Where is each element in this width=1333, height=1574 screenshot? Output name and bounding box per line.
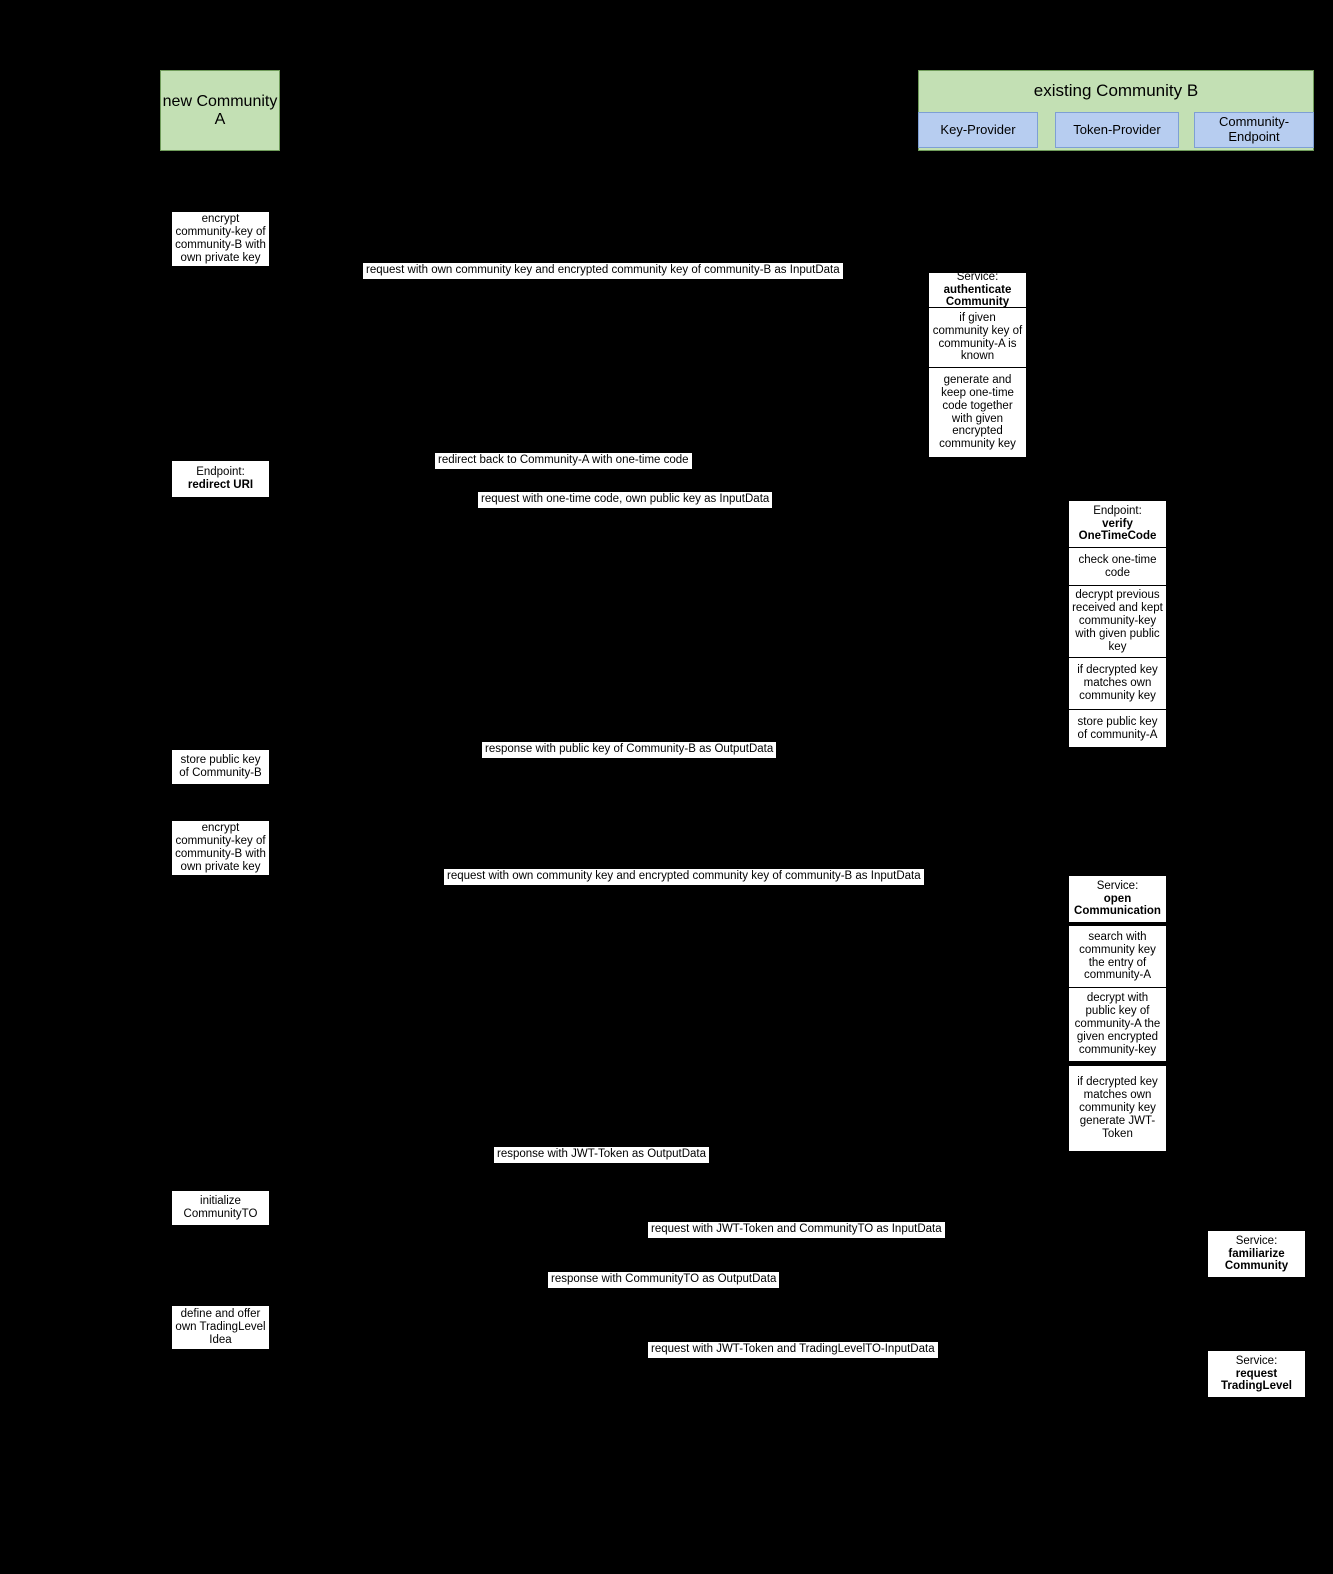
- stack-open-communication-header-line3: Communication: [1074, 905, 1161, 918]
- stack-verify-onetimecode-step-1: [1068, 548, 1167, 586]
- stack-familiarize-community-header-line2: familiarize: [1228, 1247, 1285, 1260]
- stack-open-communication-header: [1068, 875, 1167, 923]
- lane-sub-community-endpoint: [1194, 112, 1314, 148]
- box-store-public-key-b-label: store public key of Community-B: [179, 754, 262, 779]
- message-label-1-text: request with own community key and encrypted community key of community-B as InputData: [366, 264, 840, 276]
- message-label-7-text: request with JWT-Token and CommunityTO as InputData: [651, 1223, 942, 1235]
- lane-sub-token-provider-label: Token-Provider: [1073, 121, 1161, 137]
- box-redirect-uri: [171, 460, 270, 498]
- stack-verify-onetimecode-header-line2: verify: [1102, 517, 1133, 530]
- box-define-tradinglevel: [171, 1305, 270, 1350]
- stack-authenticate-community-step-1: [928, 308, 1027, 368]
- stack-verify-onetimecode-step-3: [1068, 658, 1167, 710]
- stack-familiarize-community-header: [1207, 1230, 1306, 1278]
- lane-sub-token-provider: [1055, 112, 1179, 148]
- message-label-4-text: response with public key of Community-B as OutputData: [485, 743, 774, 755]
- stack-verify-onetimecode-step-4-label: store public key of community-A: [1077, 715, 1158, 741]
- lane-header-community-a: [160, 70, 280, 151]
- message-label-3-text: request with one-time code, own public key as InputData: [481, 493, 770, 505]
- box-encrypt-community-key-2: [171, 820, 270, 876]
- stack-request-tradinglevel-header: [1207, 1350, 1306, 1398]
- stack-open-communication-step-1: [1068, 926, 1167, 988]
- stack-authenticate-community-header-line2: authenticate: [943, 283, 1012, 296]
- message-label-5: [444, 869, 924, 885]
- stack-request-tradinglevel-header-line2: request: [1235, 1367, 1278, 1380]
- stack-open-communication-header-line2: open: [1103, 892, 1132, 905]
- message-label-3: [478, 492, 772, 508]
- stack-authenticate-community-step-1-label: if given community key of community-A is known: [932, 311, 1023, 363]
- stack-open-communication-step-2-label: decrypt with public key of community-A the given encrypted community-key: [1074, 992, 1161, 1056]
- stack-verify-onetimecode-step-2: [1068, 586, 1167, 658]
- stack-open-communication-step-3-label: if decrypted key matches own community key generate JWT-Token: [1077, 1076, 1158, 1140]
- lane-sub-key-provider-label: Key-Provider: [940, 121, 1016, 137]
- lane-header-community-a-label: new Community A: [162, 92, 278, 128]
- message-label-6: [494, 1147, 709, 1163]
- box-initialize-communityto-label: initialize CommunityTO: [183, 1195, 258, 1220]
- stack-verify-onetimecode-step-1-label: check one-time code: [1078, 553, 1157, 579]
- message-label-4: [482, 742, 776, 758]
- stack-open-communication-step-1-label: search with community key the entry of community-A: [1079, 930, 1156, 982]
- stack-verify-onetimecode-step-3-label: if decrypted key matches own community key: [1077, 664, 1158, 702]
- box-redirect-uri-line1: Endpoint:: [196, 466, 245, 479]
- message-label-7: [648, 1222, 945, 1238]
- stack-verify-onetimecode-header: [1068, 500, 1167, 548]
- stack-request-tradinglevel-header-line3: TradingLevel: [1221, 1380, 1292, 1393]
- stack-authenticate-community-step-2-label: generate and keep one-time code together with given encrypted community key: [939, 373, 1016, 451]
- box-encrypt-community-key-2-label: encrypt community-key of community-B with own private key: [175, 822, 266, 873]
- stack-verify-onetimecode-header-line1: Endpoint:: [1093, 504, 1142, 517]
- message-label-2-text: redirect back to Community-A with one-time code: [438, 454, 689, 466]
- stack-authenticate-community-header-line1: Service:: [956, 270, 999, 283]
- message-label-8: [548, 1272, 779, 1288]
- box-redirect-uri-line2: redirect URI: [187, 479, 254, 491]
- stack-familiarize-community-header-line3: Community: [1224, 1260, 1289, 1273]
- stack-authenticate-community-header: [928, 272, 1027, 308]
- box-define-tradinglevel-label: define and offer own TradingLevel Idea: [175, 1308, 266, 1346]
- stack-authenticate-community-header-line3: Community: [945, 296, 1010, 309]
- stack-request-tradinglevel-header-line1: Service:: [1235, 1354, 1278, 1367]
- message-label-9: [648, 1342, 938, 1358]
- stack-open-communication-header-line1: Service:: [1096, 879, 1139, 892]
- message-label-1: [363, 263, 843, 279]
- box-store-public-key-b: [171, 749, 270, 785]
- stack-authenticate-community-step-2: [928, 368, 1027, 458]
- message-label-5-text: request with own community key and encrypted community key of community-B as InputData: [447, 870, 921, 882]
- stack-open-communication-step-3: [1068, 1066, 1167, 1152]
- stack-familiarize-community-header-line1: Service:: [1235, 1234, 1278, 1247]
- message-label-6-text: response with JWT-Token as OutputData: [497, 1148, 707, 1160]
- message-label-9-text: request with JWT-Token and TradingLevelTO-InputData: [651, 1343, 935, 1355]
- box-encrypt-community-key-1: [171, 211, 270, 267]
- lane-header-community-b-label: existing Community B: [1033, 81, 1199, 100]
- box-initialize-communityto: [171, 1190, 270, 1226]
- stack-open-communication-step-2: [1068, 988, 1167, 1062]
- message-label-2: [435, 453, 692, 469]
- lane-sub-key-provider: [918, 112, 1038, 148]
- message-label-8-text: response with CommunityTO as OutputData: [551, 1273, 777, 1285]
- stack-verify-onetimecode-step-4: [1068, 710, 1167, 748]
- stack-verify-onetimecode-header-line3: OneTimeCode: [1078, 530, 1157, 543]
- lane-sub-community-endpoint-label: Community-Endpoint: [1218, 114, 1290, 144]
- box-encrypt-community-key-1-label: encrypt community-key of community-B with own private key: [175, 213, 266, 264]
- stack-verify-onetimecode-step-2-label: decrypt previous received and kept community-key with given public key: [1072, 589, 1163, 653]
